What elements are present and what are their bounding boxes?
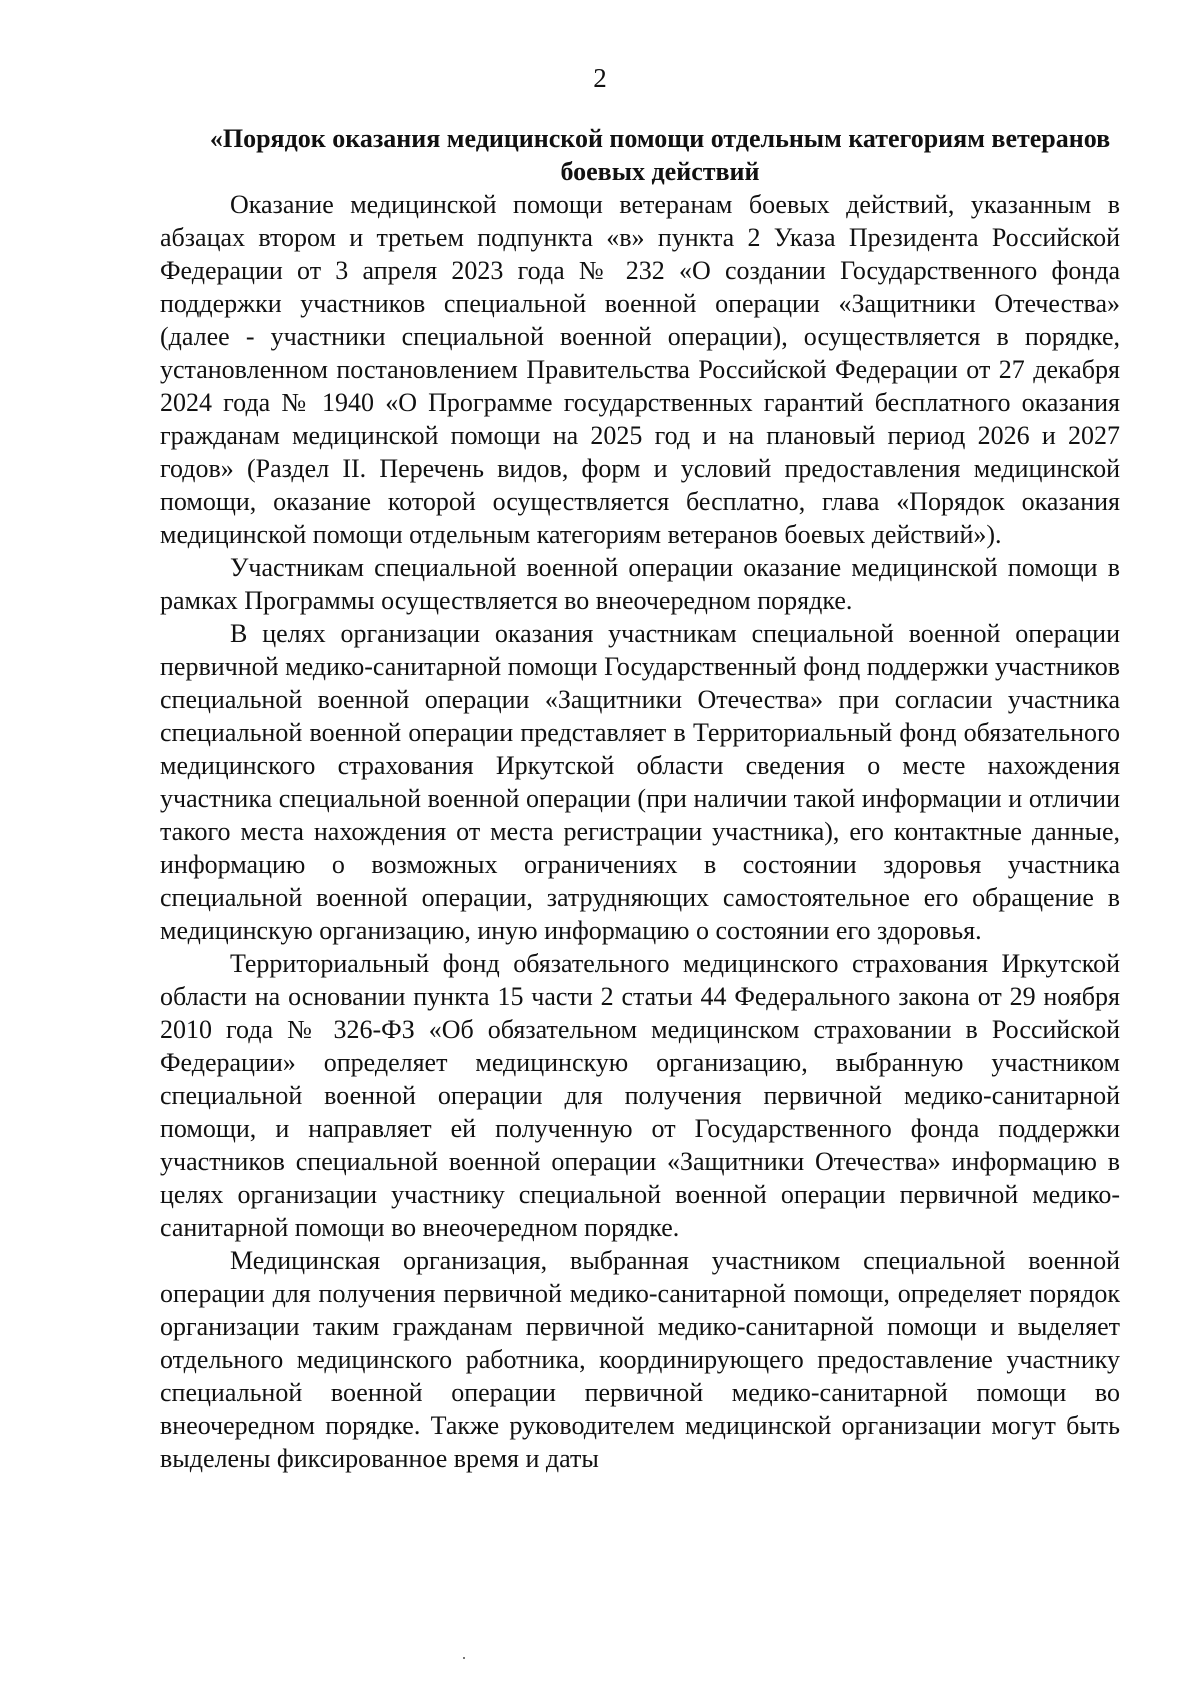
paragraph-3: В целях организации оказания участникам специальной военной операции первичной медико-санитарной помощи Государственный фонд поддержки участников специальной военной операции «Защитники Отечества» при согласии участника специальной военной операции представляет в Территориальный фонд обязательного медицинского страхования Иркутской области сведения о месте нахождения участника специальной военной операции (при наличии такой информации и отличии такого места нахождения от места регистрации участника), его контактные данные, информацию о возможных ограничениях в состоянии здоровья участника специальной военной операции, затрудняющих самостоятельное его обращение в медицинскую организацию, иную информацию о состоянии его здоровья. xyxy=(160,619,1120,945)
paragraph-1: Оказание медицинской помощи ветеранам боевых действий, указанным в абзацах втором и третьем подпункта «в» пункта 2 Указа Президента Российской Федерации от 3 апреля 2023 года № 232 «О создании Государственного фонда поддержки участников специальной военной операции «Защитники Отечества» (далее - участники специальной военной операции), осуществляется в порядке, установленном постановлением Правительства Российской Федерации от 27 декабря 2024 года № 1940 «О Программе государственных гарантий бесплатного оказания гражданам медицинской помощи на 2025 год и на плановый период 2026 и 2027 годов» (Раздел II. Перечень видов, форм и условий предоставления медицинской помощи, оказание которой осуществляется бесплатно, глава «Порядок оказания медицинской помощи отдельным категориям ветеранов боевых действий»). xyxy=(160,190,1120,549)
document-title: «Порядок оказания медицинской помощи отдельным категориям ветеранов боевых действий xyxy=(209,124,1111,186)
paragraph-2: Участникам специальной военной операции оказание медицинской помощи в рамках Программы осуществляется во внеочередном порядке. xyxy=(160,553,1120,615)
paragraph-4: Территориальный фонд обязательного медицинского страхования Иркутской области на основании пункта 15 части 2 статьи 44 Федерального закона от 29 ноября 2010 года № 326-ФЗ «Об обязательном медицинском страховании в Российской Федерации» определяет медицинскую организацию, выбранную участником специальной военной операции для получения первичной медико-санитарной помощи, и направляет ей полученную от Государственного фонда поддержки участников специальной военной операции «Защитники Отечества» информацию в целях организации участнику специальной военной операции первичной медико-санитарной помощи во внеочередном порядке. xyxy=(160,949,1120,1242)
document-body xyxy=(160,122,1120,1475)
scan-speck xyxy=(463,1657,465,1659)
page-number: 2 xyxy=(593,63,607,93)
paragraph-5: Медицинская организация, выбранная участником специальной военной операции для получения первичной медико-санитарной помощи, определяет порядок организации таким гражданам первичной медико-санитарной помощи и выделяет отдельного медицинского работника, координирующего предоставление участнику специальной военной операции первичной медико-санитарной помощи во внеочередном порядке. Также руководителем медицинской организации могут быть выделены фиксированное время и даты xyxy=(160,1246,1120,1473)
